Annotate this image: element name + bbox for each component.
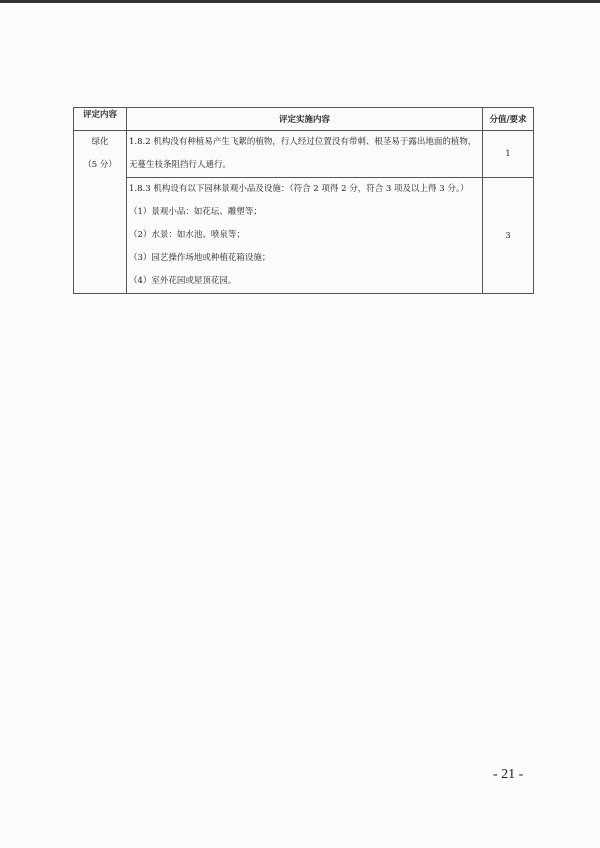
category-name: 绿化 [91, 137, 109, 147]
page-number: - 21 - [493, 767, 524, 782]
content-line: （2）水景：如水池、喷泉等； [129, 230, 245, 240]
content-cell [127, 131, 483, 178]
content-line: 1.8.2 机构没有种植易产生飞絮的植物，行人经过位置没有带刺、根茎易于露出地面的植物， [129, 137, 477, 147]
header-evaluation-item: 评定内容 [74, 108, 127, 131]
content-cell [127, 178, 483, 294]
category-cell [74, 131, 127, 294]
evaluation-table [73, 107, 534, 294]
table-row [74, 178, 534, 294]
content-line: 无蔓生枝条阻挡行人通行。 [129, 160, 232, 170]
content-line: （3）园艺操作场地或种植花箱设施； [129, 253, 271, 263]
scan-edge-bar [0, 0, 600, 3]
content-line: （1）景观小品：如花坛、雕塑等； [129, 207, 262, 217]
header-score: 分值/要求 [483, 108, 534, 131]
score-cell: 1 [483, 131, 534, 178]
header-evaluation-content: 评定实施内容 [127, 108, 483, 131]
content-line: 1.8.3 机构设有以下园林景观小品及设施：（符合 2 项得 2 分，符合 3 项及以上得 3 分。） [129, 184, 469, 194]
table-header-row [74, 108, 534, 131]
score-cell: 3 [483, 178, 534, 294]
table-row [74, 131, 534, 178]
category-points: （5 分） [83, 160, 117, 170]
content-line: （4）室外花园或屋顶花园。 [129, 276, 237, 286]
